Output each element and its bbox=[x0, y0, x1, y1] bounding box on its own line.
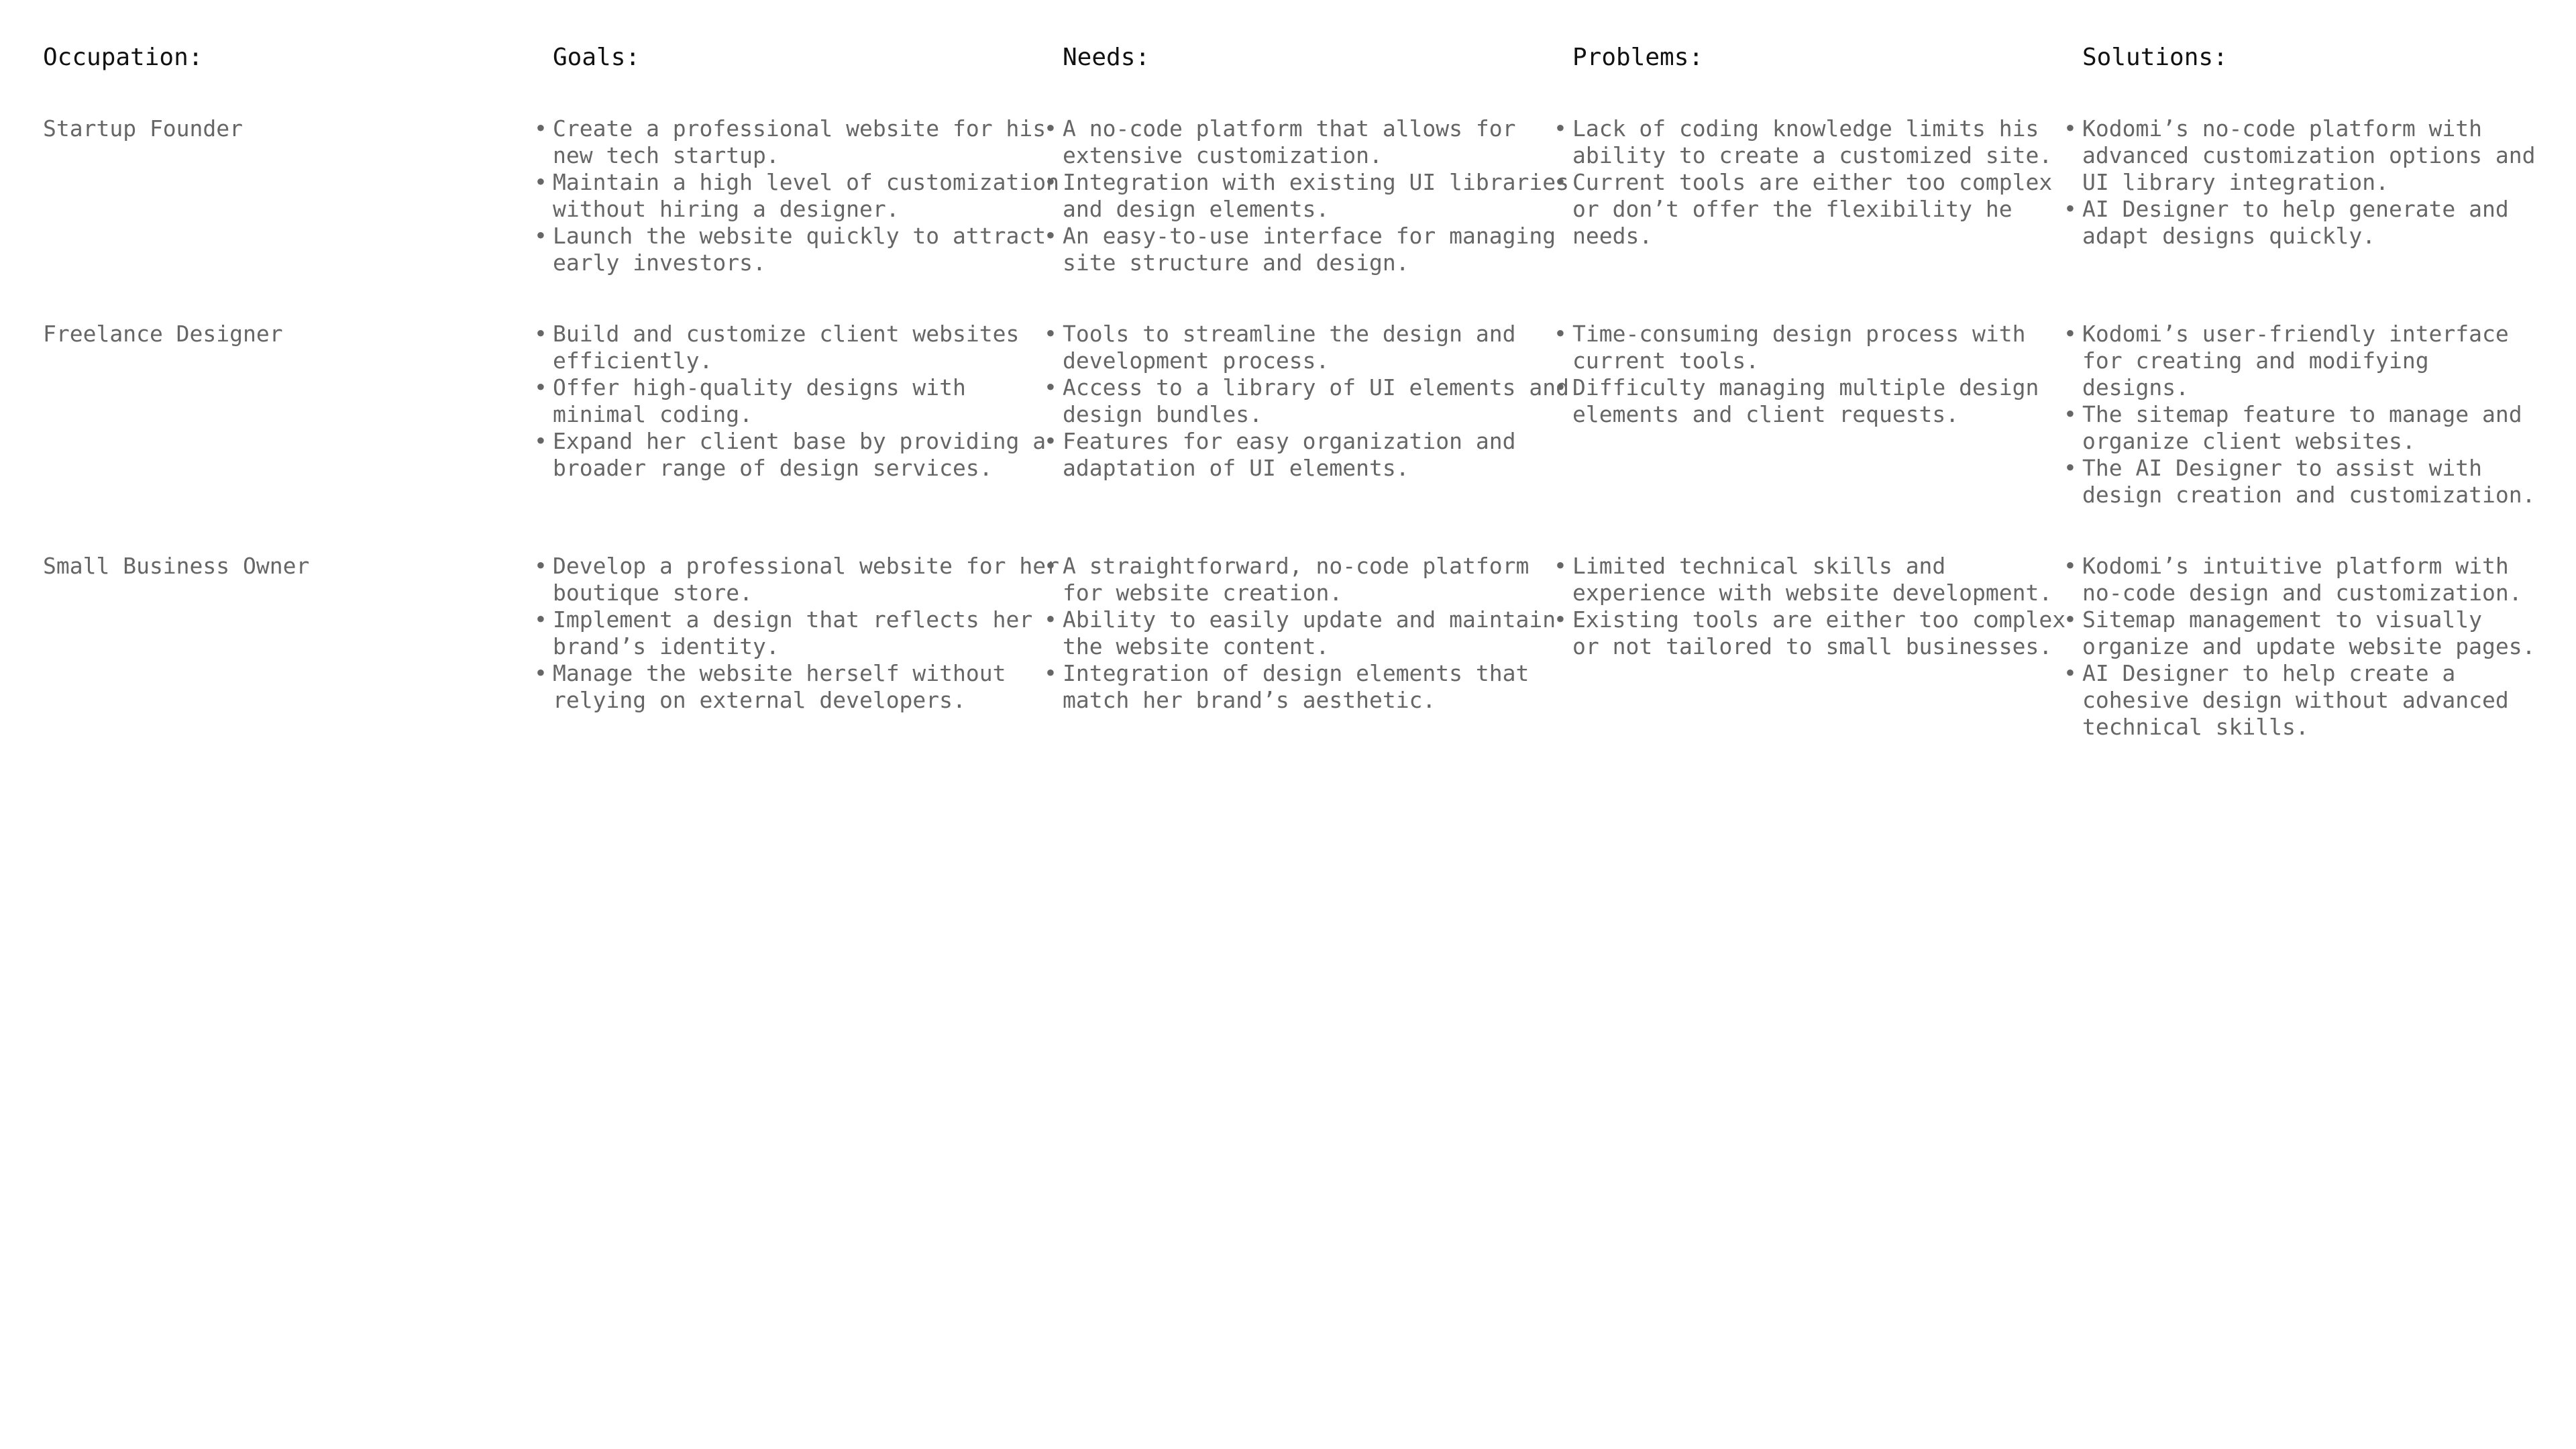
list-item: • Lack of coding knowledge limits his ability to create a customized site. bbox=[1572, 115, 2082, 169]
header-goals: Goals: bbox=[553, 44, 641, 71]
list-item: • Develop a professional website for her boutique store. bbox=[553, 553, 1063, 606]
goals-list bbox=[553, 115, 1063, 276]
list-item: • Kodomi’s intuitive platform with no-code design and customization. bbox=[2082, 553, 2538, 606]
goals-list bbox=[553, 553, 1063, 714]
problems-list bbox=[1572, 321, 2082, 428]
problems-cell bbox=[1572, 115, 2082, 321]
header-solutions: Solutions: bbox=[2082, 44, 2228, 71]
persona-table bbox=[43, 43, 2538, 785]
list-item: • Difficulty managing multiple design elements and client requests. bbox=[1572, 374, 2082, 428]
needs-list bbox=[1063, 321, 1572, 482]
goals-cell bbox=[553, 115, 1063, 321]
solutions-cell bbox=[2082, 553, 2538, 785]
solutions-list bbox=[2082, 321, 2538, 508]
list-item: • Maintain a high level of customization without hiring a designer. bbox=[553, 169, 1063, 223]
list-item: • Offer high-quality designs with minimal coding. bbox=[553, 374, 1063, 428]
problems-cell bbox=[1572, 553, 2082, 785]
header-problems: Problems: bbox=[1572, 44, 1704, 71]
needs-cell bbox=[1063, 553, 1572, 785]
list-item: • Sitemap management to visually organize and update website pages. bbox=[2082, 606, 2538, 660]
list-item: • Current tools are either too complex or don’t offer the flexibility he needs. bbox=[1572, 169, 2082, 250]
list-item: • Implement a design that reflects her brand’s identity. bbox=[553, 606, 1063, 660]
needs-cell bbox=[1063, 115, 1572, 321]
goals-cell bbox=[553, 321, 1063, 553]
problems-list bbox=[1572, 115, 2082, 250]
list-item: • Build and customize client websites efficiently. bbox=[553, 321, 1063, 374]
header-needs: Needs: bbox=[1063, 44, 1150, 71]
occupation-cell: Freelance Designer bbox=[43, 321, 283, 347]
header-occupation: Occupation: bbox=[43, 44, 203, 71]
list-item: • The sitemap feature to manage and organize client websites. bbox=[2082, 401, 2538, 455]
occupation-cell: Small Business Owner bbox=[43, 553, 310, 579]
list-item: • Launch the website quickly to attract early investors. bbox=[553, 223, 1063, 276]
list-item: • Time-consuming design process with current tools. bbox=[1572, 321, 2082, 374]
list-item: • Kodomi’s user-friendly interface for creating and modifying designs. bbox=[2082, 321, 2538, 401]
list-item: • Expand her client base by providing a broader range of design services. bbox=[553, 428, 1063, 482]
list-item: • A straightforward, no-code platform for website creation. bbox=[1063, 553, 1572, 606]
list-item: • Manage the website herself without relying on external developers. bbox=[553, 660, 1063, 714]
list-item: • Tools to streamline the design and development process. bbox=[1063, 321, 1572, 374]
list-item: • Limited technical skills and experience with website development. bbox=[1572, 553, 2082, 606]
goals-list bbox=[553, 321, 1063, 482]
problems-list bbox=[1572, 553, 2082, 660]
problems-cell bbox=[1572, 321, 2082, 553]
list-item: • Existing tools are either too complex or not tailored to small businesses. bbox=[1572, 606, 2082, 660]
list-item: • Create a professional website for his new tech startup. bbox=[553, 115, 1063, 169]
needs-list bbox=[1063, 115, 1572, 276]
solutions-cell bbox=[2082, 321, 2538, 553]
list-item: • Access to a library of UI elements and design bundles. bbox=[1063, 374, 1572, 428]
solutions-list bbox=[2082, 115, 2538, 250]
list-item: • Integration with existing UI libraries and design elements. bbox=[1063, 169, 1572, 223]
list-item: • Features for easy organization and adaptation of UI elements. bbox=[1063, 428, 1572, 482]
goals-cell bbox=[553, 553, 1063, 785]
needs-list bbox=[1063, 553, 1572, 714]
list-item: • AI Designer to help generate and adapt designs quickly. bbox=[2082, 196, 2538, 250]
solutions-list bbox=[2082, 553, 2538, 741]
list-item: • Integration of design elements that match her brand’s aesthetic. bbox=[1063, 660, 1572, 714]
list-item: • An easy-to-use interface for managing site structure and design. bbox=[1063, 223, 1572, 276]
occupation-cell: Startup Founder bbox=[43, 115, 244, 142]
list-item: • Kodomi’s no-code platform with advanced customization options and UI library integration. bbox=[2082, 115, 2538, 196]
list-item: • The AI Designer to assist with design creation and customization. bbox=[2082, 455, 2538, 508]
list-item: • Ability to easily update and maintain the website content. bbox=[1063, 606, 1572, 660]
needs-cell bbox=[1063, 321, 1572, 553]
list-item: • A no-code platform that allows for extensive customization. bbox=[1063, 115, 1572, 169]
solutions-cell bbox=[2082, 115, 2538, 321]
list-item: • AI Designer to help create a cohesive design without advanced technical skills. bbox=[2082, 660, 2538, 741]
